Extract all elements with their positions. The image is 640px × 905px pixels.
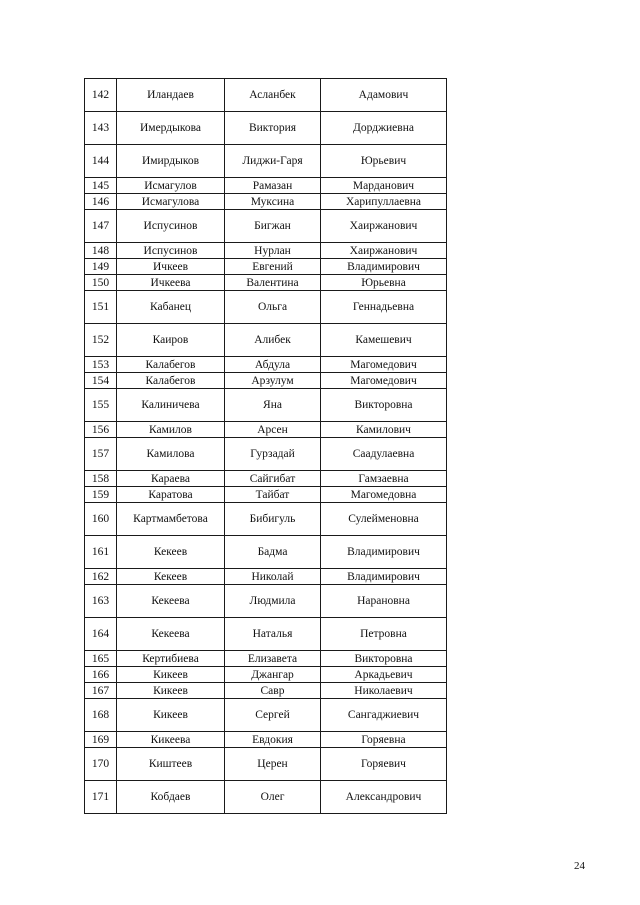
row-number-cell: 159 — [85, 487, 117, 503]
first-name-cell: Алибек — [225, 324, 321, 357]
first-name-cell: Абдула — [225, 357, 321, 373]
row-number-cell: 150 — [85, 275, 117, 291]
patronymic-cell: Александрович — [321, 781, 447, 814]
last-name-cell: Камилов — [117, 422, 225, 438]
patronymic-cell: Горяевна — [321, 732, 447, 748]
row-number-cell: 167 — [85, 683, 117, 699]
table-row — [85, 536, 447, 569]
table-row — [85, 732, 447, 748]
table-row — [85, 748, 447, 781]
first-name-cell: Валентина — [225, 275, 321, 291]
table-row — [85, 178, 447, 194]
row-number-cell: 154 — [85, 373, 117, 389]
table-row — [85, 275, 447, 291]
last-name-cell: Испусинов — [117, 210, 225, 243]
patronymic-cell: Магомедович — [321, 373, 447, 389]
row-number-cell: 165 — [85, 651, 117, 667]
last-name-cell: Камилова — [117, 438, 225, 471]
patronymic-cell: Юрьевич — [321, 145, 447, 178]
last-name-cell: Кекеева — [117, 585, 225, 618]
patronymic-cell: Камешевич — [321, 324, 447, 357]
first-name-cell: Арзулум — [225, 373, 321, 389]
patronymic-cell: Марданович — [321, 178, 447, 194]
patronymic-cell: Владимирович — [321, 569, 447, 585]
table-row — [85, 569, 447, 585]
first-name-cell: Николай — [225, 569, 321, 585]
patronymic-cell: Харипуллаевна — [321, 194, 447, 210]
last-name-cell: Картмамбетова — [117, 503, 225, 536]
last-name-cell: Калабегов — [117, 373, 225, 389]
table-row — [85, 651, 447, 667]
patronymic-cell: Гамзаевна — [321, 471, 447, 487]
first-name-cell: Евдокия — [225, 732, 321, 748]
patronymic-cell: Камилович — [321, 422, 447, 438]
patronymic-cell: Хаиржанович — [321, 243, 447, 259]
table-row — [85, 357, 447, 373]
first-name-cell: Наталья — [225, 618, 321, 651]
row-number-cell: 158 — [85, 471, 117, 487]
table-row — [85, 243, 447, 259]
table-row — [85, 259, 447, 275]
first-name-cell: Евгений — [225, 259, 321, 275]
last-name-cell: Кикеев — [117, 683, 225, 699]
table-row — [85, 438, 447, 471]
last-name-cell: Кикеев — [117, 699, 225, 732]
row-number-cell: 161 — [85, 536, 117, 569]
last-name-cell: Исмагулов — [117, 178, 225, 194]
table-row — [85, 210, 447, 243]
patronymic-cell: Викторовна — [321, 651, 447, 667]
last-name-cell: Каратова — [117, 487, 225, 503]
patronymic-cell: Дорджиевна — [321, 112, 447, 145]
table-row — [85, 683, 447, 699]
row-number-cell: 144 — [85, 145, 117, 178]
patronymic-cell: Магомедович — [321, 357, 447, 373]
last-name-cell: Исмагулова — [117, 194, 225, 210]
row-number-cell: 157 — [85, 438, 117, 471]
last-name-cell: Имердыкова — [117, 112, 225, 145]
patronymic-cell: Горяевич — [321, 748, 447, 781]
table-row — [85, 471, 447, 487]
first-name-cell: Виктория — [225, 112, 321, 145]
patronymic-cell: Юрьевна — [321, 275, 447, 291]
table-row — [85, 145, 447, 178]
table-row — [85, 667, 447, 683]
first-name-cell: Людмила — [225, 585, 321, 618]
table-row — [85, 79, 447, 112]
row-number-cell: 153 — [85, 357, 117, 373]
patronymic-cell: Адамович — [321, 79, 447, 112]
last-name-cell: Иландаев — [117, 79, 225, 112]
row-number-cell: 162 — [85, 569, 117, 585]
first-name-cell: Лиджи-Гаря — [225, 145, 321, 178]
last-name-cell: Киштеев — [117, 748, 225, 781]
roster-table-body — [85, 79, 447, 814]
first-name-cell: Нурлан — [225, 243, 321, 259]
patronymic-cell: Геннадьевна — [321, 291, 447, 324]
last-name-cell: Кекеева — [117, 618, 225, 651]
last-name-cell: Имирдыков — [117, 145, 225, 178]
patronymic-cell: Сангаджиевич — [321, 699, 447, 732]
table-row — [85, 422, 447, 438]
patronymic-cell: Викторовна — [321, 389, 447, 422]
first-name-cell: Арсен — [225, 422, 321, 438]
page-number: 24 — [574, 860, 585, 872]
row-number-cell: 155 — [85, 389, 117, 422]
last-name-cell: Калабегов — [117, 357, 225, 373]
first-name-cell: Сергей — [225, 699, 321, 732]
row-number-cell: 145 — [85, 178, 117, 194]
first-name-cell: Олег — [225, 781, 321, 814]
first-name-cell: Бадма — [225, 536, 321, 569]
last-name-cell: Кертибиева — [117, 651, 225, 667]
last-name-cell: Ичкеев — [117, 259, 225, 275]
first-name-cell: Тайбат — [225, 487, 321, 503]
last-name-cell: Каиров — [117, 324, 225, 357]
row-number-cell: 142 — [85, 79, 117, 112]
last-name-cell: Калиничева — [117, 389, 225, 422]
last-name-cell: Кобдаев — [117, 781, 225, 814]
last-name-cell: Кабанец — [117, 291, 225, 324]
last-name-cell: Ичкеева — [117, 275, 225, 291]
row-number-cell: 149 — [85, 259, 117, 275]
patronymic-cell: Петровна — [321, 618, 447, 651]
last-name-cell: Кекеев — [117, 569, 225, 585]
first-name-cell: Бибигуль — [225, 503, 321, 536]
table-row — [85, 373, 447, 389]
table-row — [85, 503, 447, 536]
last-name-cell: Караева — [117, 471, 225, 487]
row-number-cell: 156 — [85, 422, 117, 438]
patronymic-cell: Нарановна — [321, 585, 447, 618]
table-row — [85, 487, 447, 503]
row-number-cell: 143 — [85, 112, 117, 145]
row-number-cell: 166 — [85, 667, 117, 683]
first-name-cell: Муксина — [225, 194, 321, 210]
row-number-cell: 160 — [85, 503, 117, 536]
last-name-cell: Испусинов — [117, 243, 225, 259]
first-name-cell: Савр — [225, 683, 321, 699]
row-number-cell: 171 — [85, 781, 117, 814]
patronymic-cell: Владимирович — [321, 536, 447, 569]
first-name-cell: Асланбек — [225, 79, 321, 112]
first-name-cell: Елизавета — [225, 651, 321, 667]
patronymic-cell: Магомедовна — [321, 487, 447, 503]
row-number-cell: 169 — [85, 732, 117, 748]
table-row — [85, 194, 447, 210]
patronymic-cell: Аркадьевич — [321, 667, 447, 683]
patronymic-cell: Сулейменовна — [321, 503, 447, 536]
first-name-cell: Церен — [225, 748, 321, 781]
row-number-cell: 164 — [85, 618, 117, 651]
table-row — [85, 618, 447, 651]
table-row — [85, 324, 447, 357]
last-name-cell: Кикеева — [117, 732, 225, 748]
row-number-cell: 168 — [85, 699, 117, 732]
table-row — [85, 291, 447, 324]
table-row — [85, 112, 447, 145]
first-name-cell: Ольга — [225, 291, 321, 324]
table-row — [85, 389, 447, 422]
row-number-cell: 152 — [85, 324, 117, 357]
row-number-cell: 148 — [85, 243, 117, 259]
first-name-cell: Рамазан — [225, 178, 321, 194]
row-number-cell: 163 — [85, 585, 117, 618]
last-name-cell: Кекеев — [117, 536, 225, 569]
first-name-cell: Сайгибат — [225, 471, 321, 487]
patronymic-cell: Саадулаевна — [321, 438, 447, 471]
table-row — [85, 585, 447, 618]
table-row — [85, 699, 447, 732]
row-number-cell: 170 — [85, 748, 117, 781]
row-number-cell: 146 — [85, 194, 117, 210]
first-name-cell: Гурзадай — [225, 438, 321, 471]
table-row — [85, 781, 447, 814]
roster-table — [84, 78, 447, 814]
row-number-cell: 151 — [85, 291, 117, 324]
row-number-cell: 147 — [85, 210, 117, 243]
last-name-cell: Кикеев — [117, 667, 225, 683]
first-name-cell: Яна — [225, 389, 321, 422]
patronymic-cell: Хаиржанович — [321, 210, 447, 243]
first-name-cell: Джангар — [225, 667, 321, 683]
patronymic-cell: Николаевич — [321, 683, 447, 699]
first-name-cell: Бигжан — [225, 210, 321, 243]
patronymic-cell: Владимирович — [321, 259, 447, 275]
